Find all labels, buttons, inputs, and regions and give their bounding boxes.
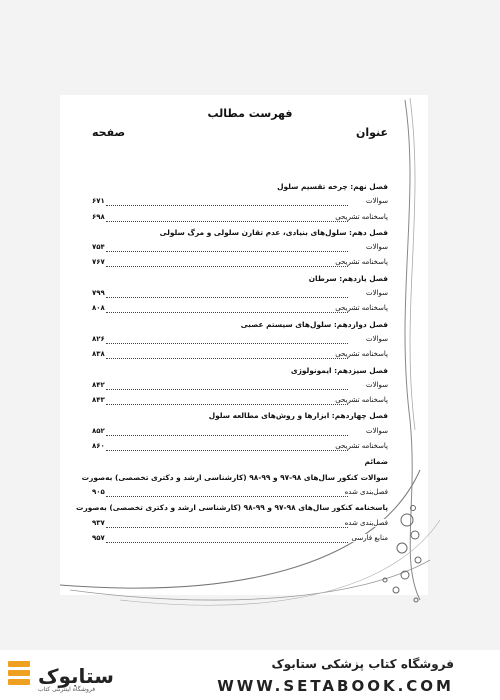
toc-item-text: سوالات [365,289,388,298]
toc-item-text: فصل‌بندی شده [344,487,388,496]
toc-page-number: ۸۲۶ [92,334,105,343]
toc-item-text: سوالات [365,243,388,252]
toc-item-text: پاسخنامه تشریحی [335,442,388,451]
toc-chapter-heading [92,228,388,243]
toc-page-number: ۷۹۹ [92,289,105,298]
column-header-page: صفحه [92,126,126,139]
store-name: فروشگاه کتاب پزشکی ستابوک [271,657,454,671]
toc-page-number: ۹۳۷ [92,518,105,527]
toc-page-number: ۹۵۷ [92,533,105,542]
toc-item-text: سوالات [365,380,388,389]
toc-page-number: ۸۳۸ [92,350,105,359]
toc-chapter-heading [76,503,388,518]
toc-chapter-heading [92,320,388,335]
toc-page-number: ۸۵۲ [92,426,105,435]
toc-item-text: فصل دهم: سلول‌های بنیادی، عدم تقارن سلولی و مرگ سلولی [159,227,388,237]
footer-banner [0,650,500,700]
toc-entry [92,519,388,534]
toc-entry [92,289,388,304]
toc-item-text: منابع فارسی [351,533,388,542]
toc-entry [92,213,388,228]
toc-entry [92,335,388,350]
toc-item-text: سوالات کنکور سال‌های ۹۸-۹۷ و ۹۹-۹۸ (کارشناسی ارشد و دکتری تخصصی) به‌صورت [81,472,388,482]
toc-page-number: ۷۵۴ [92,243,105,252]
toc-chapter-heading [81,472,388,488]
toc-item-text: سوالات [365,426,388,435]
toc-item-text: فصل سیزدهم: ایمونولوژی [290,365,388,375]
toc-item-text: پاسخنامه تشریحی [335,304,388,313]
toc-item-text: پاسخنامه کنکور سال‌های ۹۸-۹۷ و ۹۹-۹۸ (کارشناسی ارشد و دکتری تخصصی) به‌صورت [76,503,388,513]
toc-entry [92,304,388,319]
toc-page-number: ۸۶۰ [92,442,105,451]
toc-entry [92,243,388,258]
toc-entry [92,442,388,457]
toc-item-text: فصل دوازدهم: سلول‌های سیستم عصبی [240,319,388,329]
toc-entry [92,396,388,411]
toc-chapter-heading [92,411,388,426]
toc-chapter-heading [92,274,388,289]
toc-page-number: ۶۷۱ [92,197,105,206]
store-url[interactable]: WWW.SETABOOK.COM [217,677,454,695]
toc-entry [92,350,388,365]
toc-title: فهرست مطالب [207,107,293,120]
logo-subtitle: فروشگاه اینترنتی کتاب [38,686,96,693]
toc-page-number: ۸۴۳ [92,396,105,405]
toc-entry [92,381,388,396]
toc-chapter-heading [92,182,388,197]
toc-page-number: ۷۶۷ [92,258,105,267]
toc-chapter-heading [92,366,388,381]
toc-entry [92,197,388,212]
toc-entry [92,488,388,503]
toc-item-text: پاسخنامه تشریحی [335,350,388,359]
toc-entry [92,534,388,549]
toc-page-number: ۶۹۸ [92,212,105,221]
toc-item-text: ضمائم [364,457,388,467]
toc-entry [92,427,388,442]
toc-page-number: ۸۴۲ [92,380,105,389]
column-header-title: عنوان [355,126,388,139]
logo-text: ستابوک [38,664,114,688]
toc-chapter-heading [92,457,388,472]
toc-page-number: ۹۰۵ [92,487,105,496]
toc-item-text: فصل چهاردهم: ابزارها و روش‌های مطالعه سلول [208,411,388,421]
toc-list [76,182,388,549]
toc-item-text: پاسخنامه تشریحی [335,212,388,221]
toc-item-text: سوالات [365,197,388,206]
toc-page-number: ۸۰۸ [92,304,105,313]
toc-item-text: فصل‌بندی شده [344,518,388,527]
toc-item-text: پاسخنامه تشریحی [335,258,388,267]
toc-item-text: سوالات [365,334,388,343]
toc-entry [92,258,388,273]
toc-item-text: فصل نهم: چرخه تقسیم سلول [277,182,388,191]
toc-item-text: پاسخنامه تشریحی [335,396,388,405]
toc-item-text: فصل یازدهم: سرطان [308,273,388,283]
